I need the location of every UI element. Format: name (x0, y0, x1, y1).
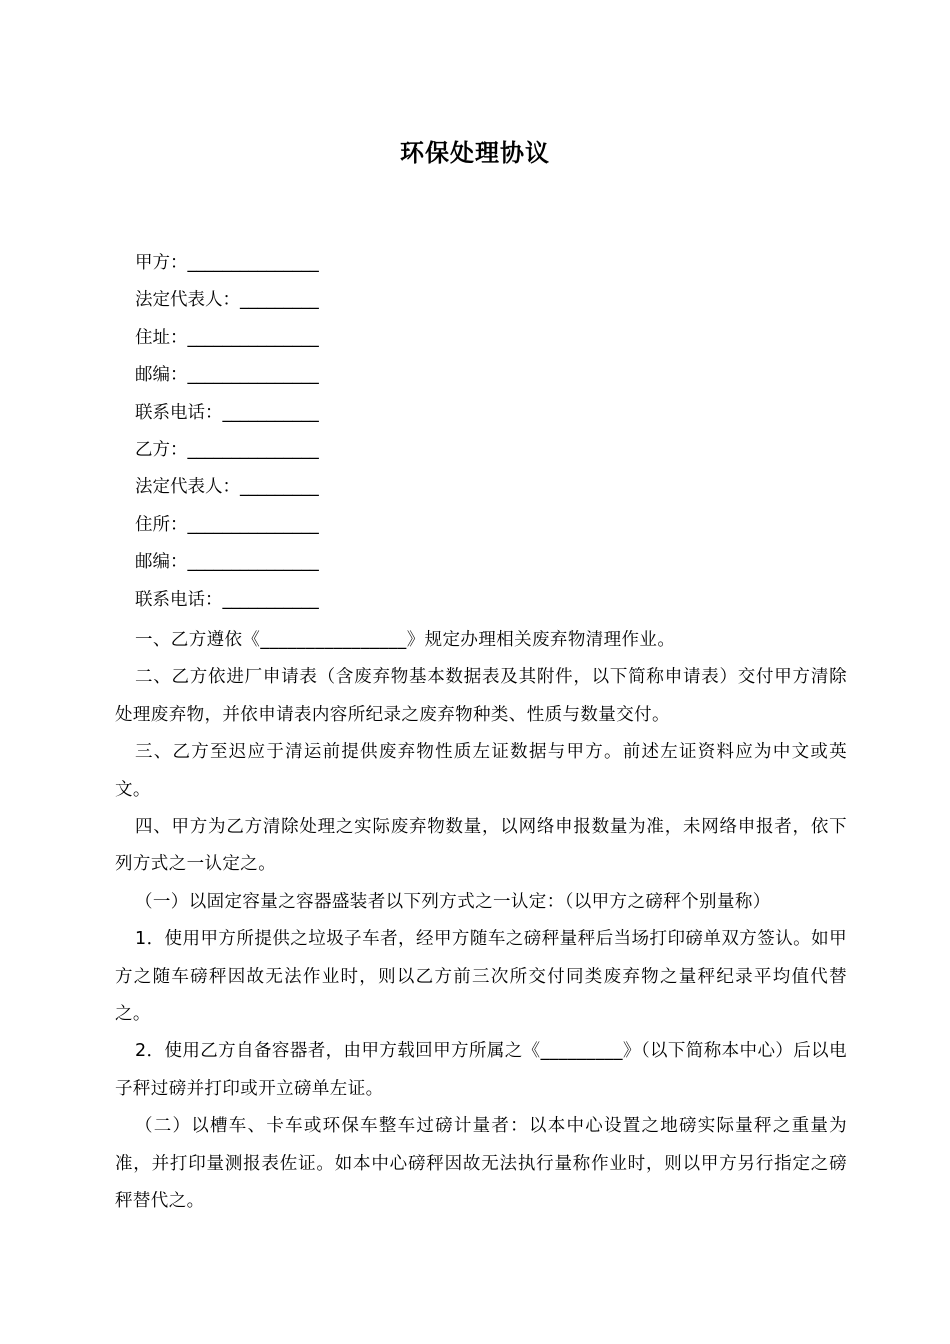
clause-4-1: （一）以固定容量之容器盛装者以下列方式之一认定：（以甲方之磅秤个别量称） (135, 891, 771, 912)
field-label: 联系电话： (135, 402, 223, 423)
field-label: 法定代表人： (135, 290, 240, 311)
field-label: 甲方： (135, 253, 188, 273)
field-blank: _______________ (187, 552, 319, 573)
party-b-legal-rep-field (135, 473, 835, 510)
field-label: 乙方： (135, 439, 188, 460)
field-blank: _______________ (187, 327, 319, 348)
field-blank: _______________ (187, 365, 319, 386)
field-blank: _______________ (187, 253, 319, 273)
party-a-phone-field (135, 399, 835, 436)
clause-4-1-2 (115, 1033, 847, 1108)
field-label: 邮编： (135, 552, 188, 573)
field-label: 法定代表人： (135, 477, 240, 498)
clause-1 (115, 622, 847, 659)
party-b-postcode-field (135, 548, 835, 585)
field-label: 联系电话： (135, 589, 223, 610)
clause-3: 三、乙方至迟应于清运前提供废弃物性质左证数据与甲方。前述左证资料应为中文或英文。 (115, 742, 847, 800)
clause-text: 一、乙方遵依《 (135, 630, 261, 650)
party-a-address-field (135, 324, 835, 361)
party-b-residence-field (135, 511, 835, 548)
clause-4: 四、甲方为乙方清除处理之实际废弃物数量，以网络申报数量为准，未网络申报者，依下列方式之一认定之。 (115, 817, 847, 875)
party-b-phone-field (135, 586, 835, 623)
center-name-blank: _________ (540, 1041, 623, 1062)
agreement-clauses (115, 622, 847, 1221)
field-blank: ___________ (222, 402, 319, 423)
field-blank: _______________ (187, 439, 319, 460)
field-blank: _________ (240, 290, 319, 311)
clause-text: 2．使用乙方自备容器者，由甲方载回甲方所属之《 (135, 1041, 541, 1062)
field-label: 邮编： (135, 365, 188, 386)
party-b-name-field (135, 436, 835, 473)
clause-2: 二、乙方依进厂申请表（含废弃物基本数据表及其附件，以下简称申请表）交付甲方清除处理废弃物，并依申请表内容所纪录之废弃物种类、性质与数量交付。 (115, 667, 847, 725)
regulation-blank: ________________ (260, 630, 407, 650)
clause-4-1-1: 1．使用甲方所提供之垃圾子车者，经甲方随车之磅秤量秤后当场打印磅单双方签认。如甲方之随车磅秤因故无法作业时，则以乙方前三次所交付同类废弃物之量秤纪录平均值代替之。 (115, 929, 847, 1025)
document-title: 环保处理协议 (400, 139, 550, 167)
field-label: 住址： (135, 327, 188, 348)
party-a-legal-rep-field (135, 286, 835, 323)
field-blank: ___________ (222, 589, 319, 610)
field-blank: _________ (240, 477, 319, 498)
field-label: 住所： (135, 514, 188, 535)
clause-4-2: （二）以槽车、卡车或环保车整车过磅计量者：以本中心设置之地磅实际量秤之重量为准，并打印量测报表佐证。如本中心磅秤因故无法执行量称作业时，则以甲方另行指定之磅秤替代之。 (115, 1116, 847, 1212)
clause-text: 》规定办理相关废弃物清理作业。 (406, 630, 676, 650)
party-a-postcode-field (135, 361, 835, 398)
party-info-fields (135, 249, 835, 623)
party-a-name-field (135, 249, 835, 286)
field-blank: _______________ (187, 514, 319, 535)
clause-text: 》（以下简称本中心）后以电子秤过磅并打印或开立磅单左证。 (115, 1041, 847, 1099)
